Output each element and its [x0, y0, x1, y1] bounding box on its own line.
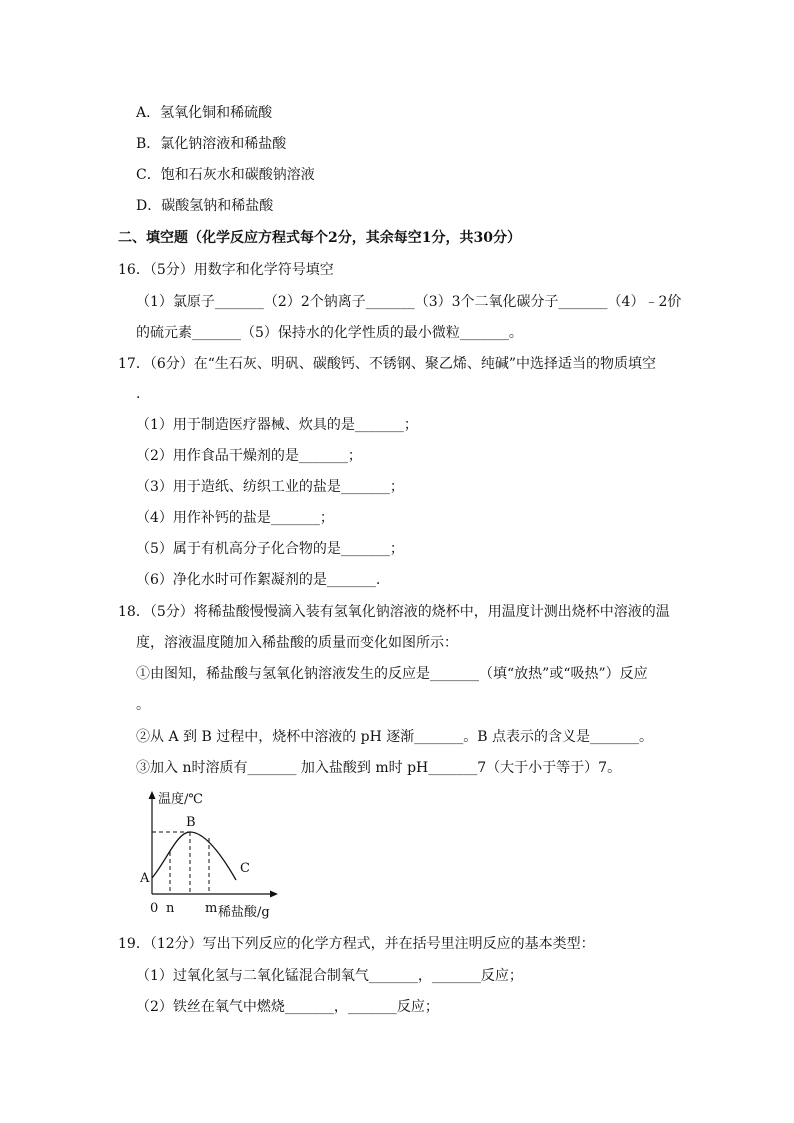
q16-line1: （1）氯原子_______（2）2个钠离子_______（3）3个二氧化碳分子_______（4）﹣2价: [136, 294, 682, 310]
q18-stem: 18．（5分）将稀盐酸慢慢滴入装有氢氧化钠溶液的烧杯中，用温度计测出烧杯中溶液的温: [118, 604, 670, 620]
q18-stem2: 度，溶液温度随加入稀盐酸的质量而变化如图所示：: [136, 635, 458, 651]
point-b-label: B: [186, 815, 196, 830]
q16-stem: 16．（5分）用数字和化学符号填空: [118, 262, 334, 278]
option-a: A．氢氧化铜和稀硫酸: [136, 105, 273, 121]
option-d: D．碳酸氢钠和稀盐酸: [136, 198, 274, 214]
q17-item-5: （5）属于有机高分子化合物的是_______；: [136, 541, 404, 557]
q17-item-6: （6）净化水时可作絮凝剂的是_______.: [136, 572, 381, 588]
q18-part1-tail: 。: [136, 697, 150, 713]
point-a-label: A: [140, 871, 150, 886]
temperature-curve-diagram: [132, 790, 282, 925]
x-axis-label: 稀盐酸/g: [218, 905, 270, 920]
q17-stem: 17．（6分）在“生石灰、明矾、碳酸钙、不锈钢、聚乙烯、纯碱”中选择适当的物质填空: [118, 356, 657, 372]
q17-item-4: （4）用作补钙的盐是_______；: [136, 510, 334, 526]
option-c: C．饱和石灰水和碳酸钠溶液: [136, 167, 315, 183]
q18-part1: ①由图知，稀盐酸与氢氧化钠溶液发生的反应是_______（填“放热”或“吸热”）反应: [136, 666, 648, 682]
q18-part2: ②从 A 到 B 过程中，烧杯中溶液的 pH 逐渐_______。B 点表示的含义是_______。: [136, 729, 654, 745]
q17-item-1: （1）用于制造医疗器械、炊具的是_______；: [136, 417, 418, 433]
q18-part3: ③加入 n时溶质有_______ 加入盐酸到 m时 pH_______7（大于小于等于）7。: [136, 760, 622, 776]
origin-label: 0: [150, 901, 159, 916]
option-b: B．氯化钠溶液和稀盐酸: [136, 136, 287, 152]
q16-line2: 的硫元素_______（5）保持水的化学性质的最小微粒_______。: [136, 325, 523, 341]
q19-item-2: （2）铁丝在氧气中燃烧_______，_______反应；: [136, 999, 439, 1015]
q19-item-1: （1）过氧化氢与二氧化锰混合制氧气_______，_______反应；: [136, 968, 523, 984]
section-title: 二、填空题（化学反应方程式每个2分，其余每空1分，共30分）: [118, 230, 521, 246]
y-axis-arrow: [149, 791, 156, 799]
x-axis-arrow: [270, 891, 278, 898]
temperature-curve: [152, 832, 236, 880]
tick-n-label: n: [166, 901, 175, 916]
point-c-label: C: [240, 861, 250, 876]
q17-stem-tail: .: [136, 386, 141, 402]
q17-item-2: （2）用作食品干燥剂的是_______；: [136, 448, 362, 464]
q17-item-3: （3）用于造纸、纺织工业的盐是_______；: [136, 479, 404, 495]
y-axis-label: 温度/℃: [158, 792, 203, 807]
tick-m-label: m: [205, 901, 218, 916]
q19-stem: 19．（12分）写出下列反应的化学方程式，并在括号里注明反应的基本类型：: [118, 936, 595, 952]
